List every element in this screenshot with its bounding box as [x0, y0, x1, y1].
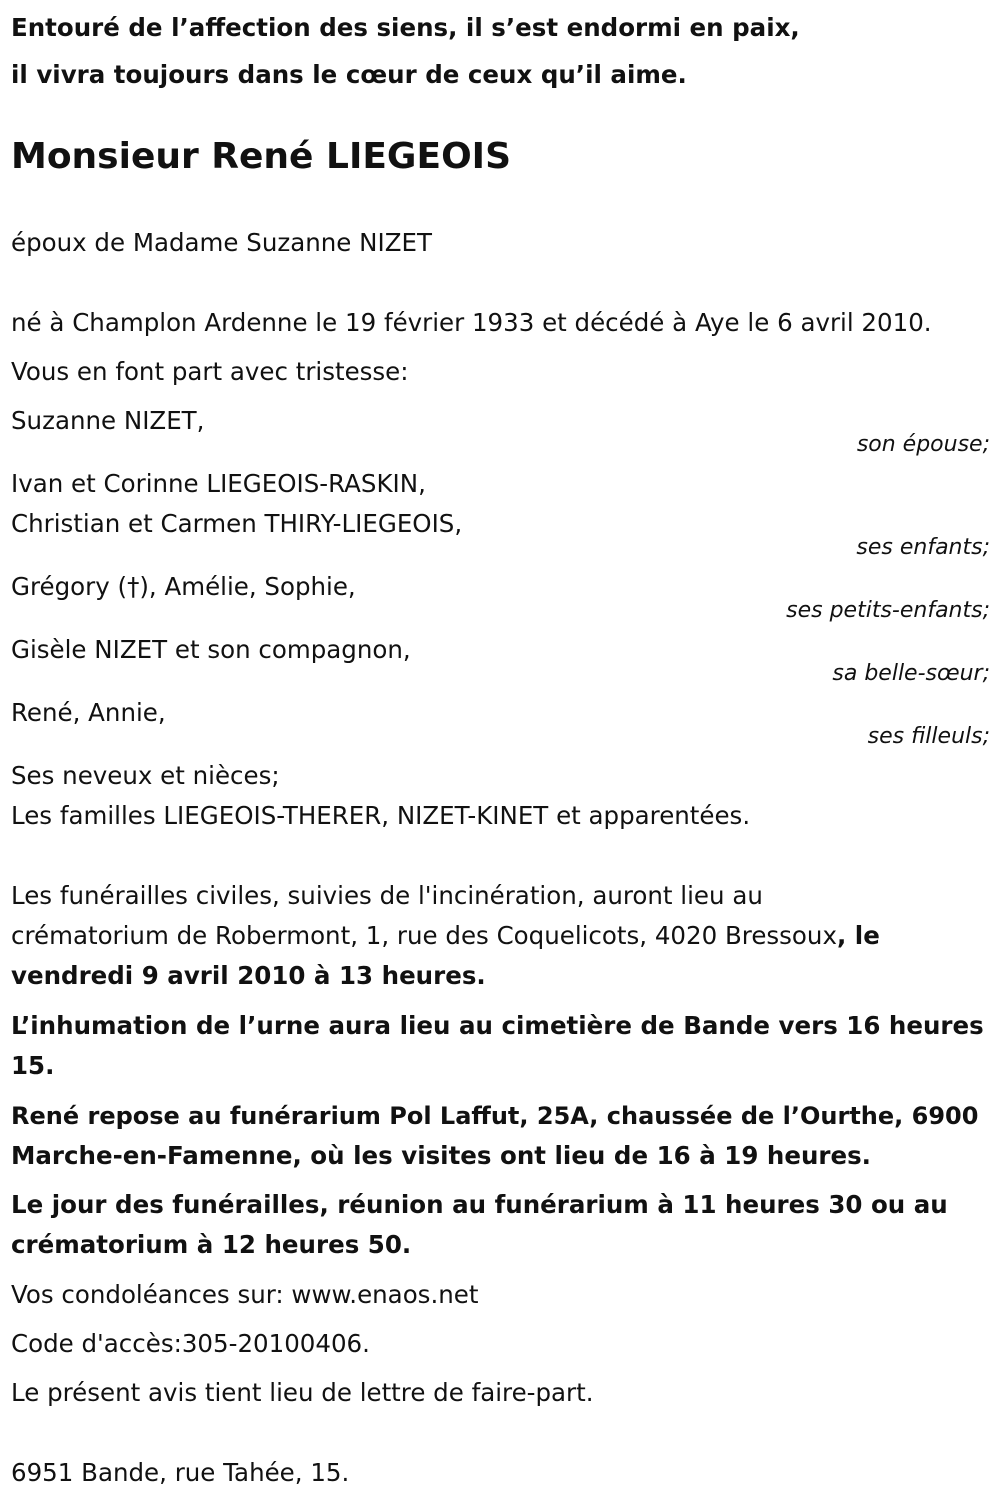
- children-line-1: Ivan et Corinne LIEGEOIS-RASKIN,: [11, 469, 426, 498]
- repose-line-2: Marche-en-Famenne, où les visites ont lieu de 16 à 19 heures.: [11, 1141, 871, 1170]
- funeral-date-start: , le: [836, 921, 880, 950]
- spouse-line: époux de Madame Suzanne NIZET: [11, 228, 432, 257]
- notice-line: Le présent avis tient lieu de lettre de faire-part.: [11, 1378, 594, 1407]
- birth-death-line: né à Champlon Ardenne le 19 février 1933 et décédé à Aye le 6 avril 2010.: [11, 308, 932, 337]
- sister-in-law-role: sa belle-sœur;: [832, 661, 990, 686]
- spouse-name: Suzanne NIZET,: [11, 406, 205, 435]
- funeral-location: crématorium de Robermont, 1, rue des Coquelicots, 4020 Bressoux: [11, 921, 837, 950]
- announcement-intro: Vous en font part avec tristesse:: [11, 357, 409, 386]
- spouse-role: son épouse;: [856, 432, 990, 457]
- sister-in-law-line: Gisèle NIZET et son compagnon,: [11, 635, 411, 664]
- address-line: 6951 Bande, rue Tahée, 15.: [11, 1458, 350, 1487]
- epitaph-line-2: il vivra toujours dans le cœur de ceux qu’il aime.: [11, 60, 687, 89]
- inhumation-line-2: 15.: [11, 1051, 55, 1080]
- nephews-line: Ses neveux et nièces;: [11, 761, 280, 790]
- condolences-line: Vos condoléances sur: www.enaos.net: [11, 1280, 479, 1309]
- children-line-2: Christian et Carmen THIRY-LIEGEOIS,: [11, 509, 463, 538]
- grandchildren-post: ), Amélie, Sophie,: [139, 572, 356, 601]
- epitaph-line-1: Entouré de l’affection des siens, il s’est endormi en paix,: [11, 13, 800, 42]
- repose-line-1: René repose au funérarium Pol Laffut, 25A, chaussée de l’Ourthe, 6900: [11, 1102, 979, 1130]
- deceased-name: Monsieur René LIEGEOIS: [11, 136, 511, 177]
- funeral-line-2: [11, 916, 990, 956]
- godchildren-line: René, Annie,: [11, 698, 166, 727]
- funeral-line-1: Les funérailles civiles, suivies de l'incinération, auront lieu au: [11, 881, 763, 910]
- families-line: Les familles LIEGEOIS-THERER, NIZET-KINET et apparentées.: [11, 801, 751, 830]
- grandchildren-pre: Grégory (: [11, 572, 128, 601]
- access-code-line: Code d'accès:305-20100406.: [11, 1329, 370, 1358]
- grandchildren-role: ses petits-enfants;: [786, 598, 990, 623]
- children-role: ses enfants;: [856, 535, 990, 560]
- meeting-line-1: Le jour des funérailles, réunion au funérarium à 11 heures 30 ou au: [11, 1190, 948, 1219]
- inhumation-line-1: L’inhumation de l’urne aura lieu au cimetière de Bande vers 16 heures: [11, 1011, 984, 1040]
- godchildren-role: ses filleuls;: [867, 724, 990, 749]
- funeral-date: vendredi 9 avril 2010 à 13 heures.: [11, 961, 486, 990]
- cross-icon: †: [127, 572, 140, 601]
- meeting-line-2: crématorium à 12 heures 50.: [11, 1230, 412, 1259]
